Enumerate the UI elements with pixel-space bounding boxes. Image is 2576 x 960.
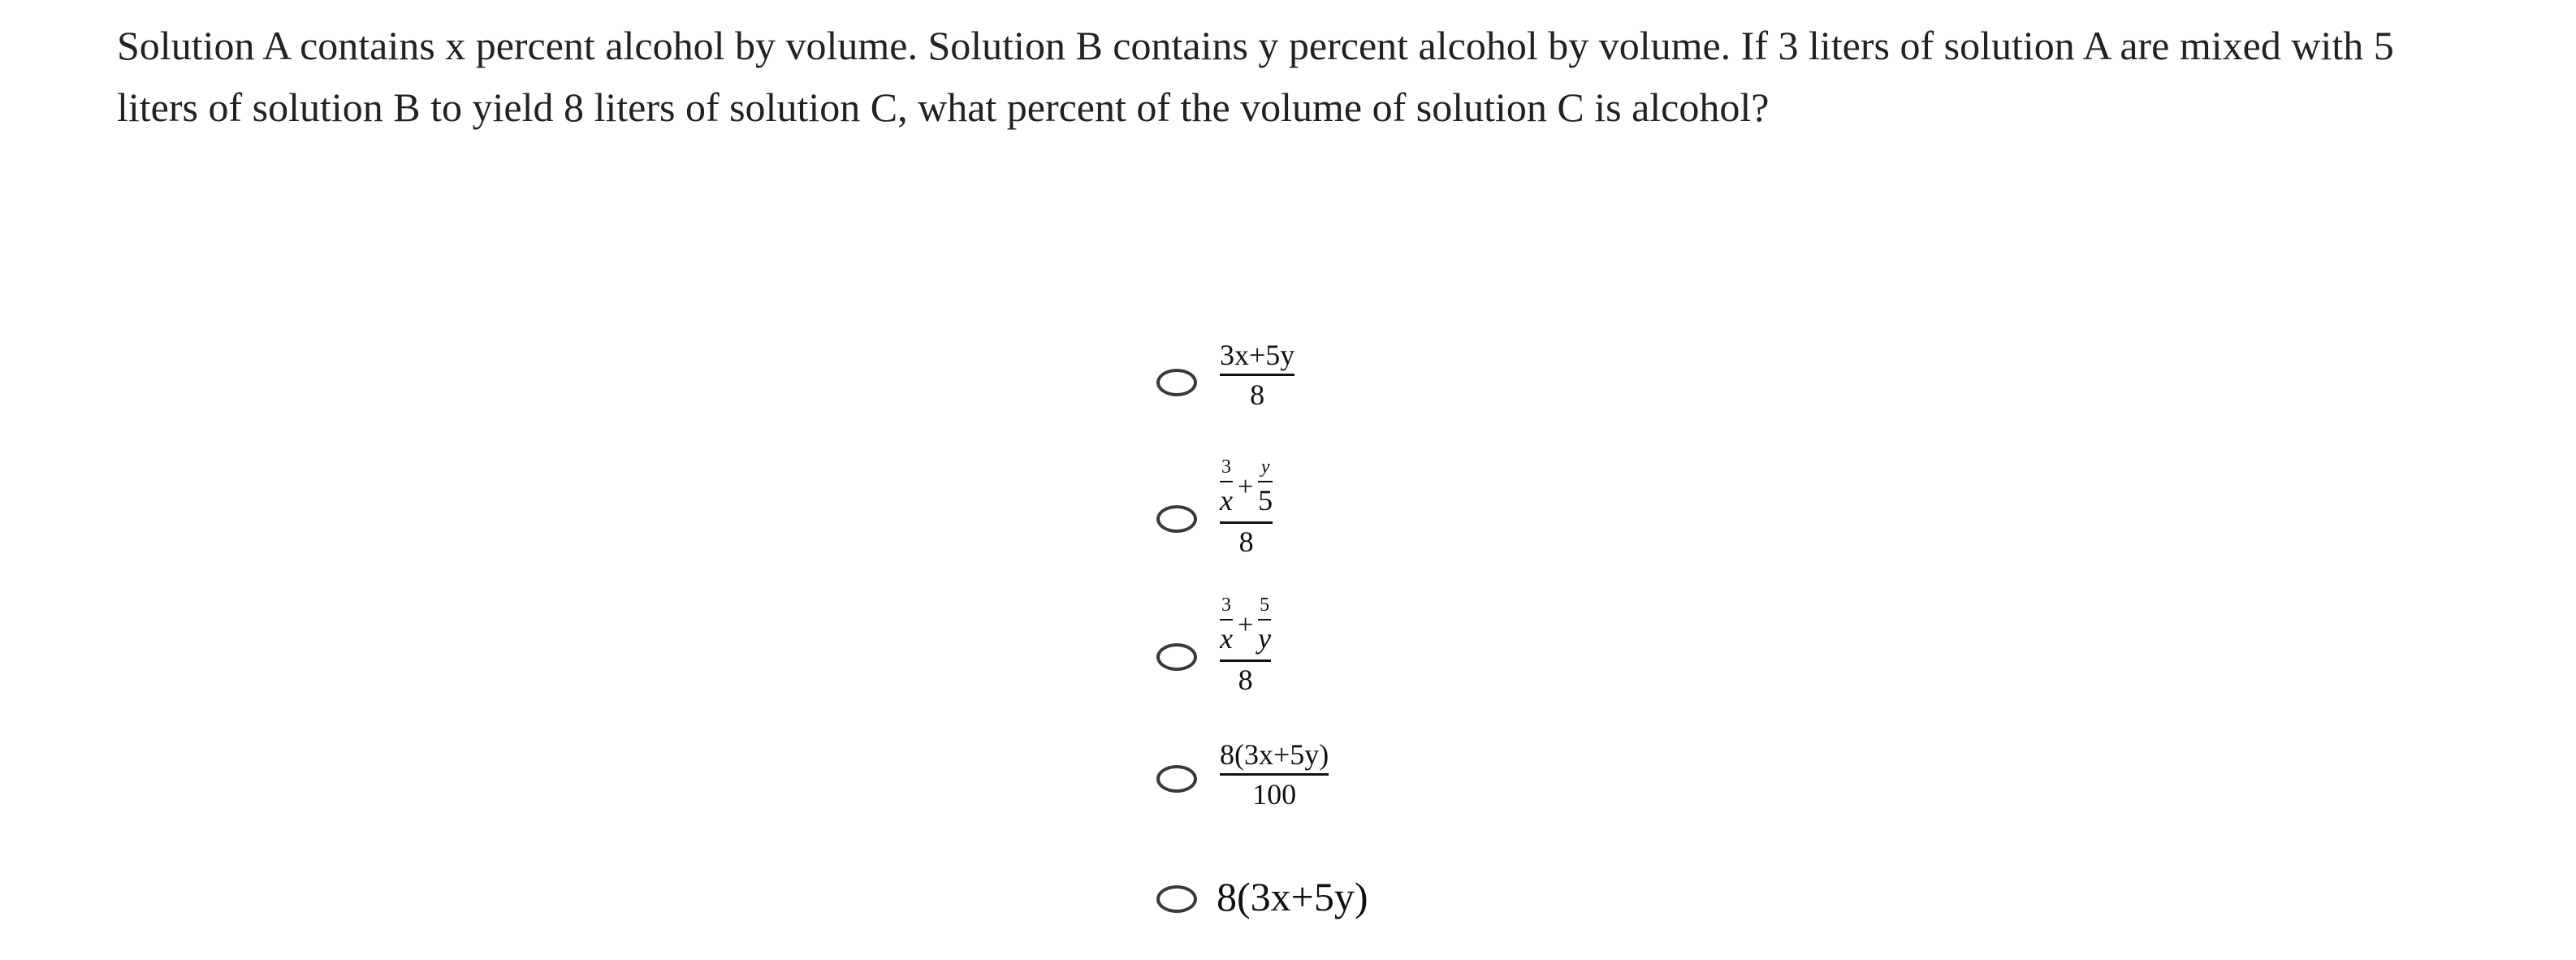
option-4-fraction [1220, 736, 1329, 813]
plus-operator: + [1237, 610, 1254, 640]
radio-button-5[interactable] [1156, 885, 1197, 913]
option-3-denominator: 8 [1238, 664, 1253, 696]
option-5-text: 8(3x+5y) [1217, 874, 1368, 919]
option-2-numerator [1220, 456, 1273, 521]
option-2-term2-denominator: 5 [1258, 484, 1273, 517]
question-text: Solution A contains x percent alcohol by volume. Solution B contains y percent alcohol by volume. If 3 liters of solution A are mixed with 5 liters of solution B to yield 8 liters of solution C, what percent of the volume of solution C is alcohol? [117, 23, 2394, 130]
option-3-term2-numerator: 5 [1260, 595, 1270, 616]
plus-operator: + [1237, 472, 1254, 502]
option-3-fraction [1220, 595, 1271, 698]
option-2-fraction [1220, 456, 1273, 560]
radio-button-2[interactable] [1156, 505, 1197, 533]
option-2-term1 [1220, 456, 1233, 518]
option-2-term2-numerator: y [1260, 456, 1270, 478]
option-2-denominator: 8 [1238, 525, 1254, 558]
option-1-denominator: 8 [1250, 378, 1265, 411]
option-4-numerator: 8(3x+5y) [1220, 738, 1329, 771]
option-4-denominator: 100 [1252, 778, 1297, 811]
radio-button-3[interactable] [1156, 643, 1197, 671]
option-3-term2-denominator: y [1258, 622, 1272, 655]
option-3-term1-numerator: 3 [1221, 595, 1231, 616]
option-2-term1-denominator: x [1220, 484, 1233, 517]
option-3-numerator [1220, 595, 1271, 659]
option-3-term1 [1220, 595, 1233, 656]
option-3-term2 [1258, 595, 1271, 656]
option-1-numerator: 3x+5y [1220, 339, 1295, 371]
option-2-term2 [1258, 456, 1273, 518]
option-3-term1-denominator: x [1220, 622, 1233, 655]
option-2-term1-numerator: 3 [1221, 456, 1231, 478]
radio-button-1[interactable] [1156, 369, 1197, 396]
option-1-fraction [1220, 336, 1294, 413]
radio-button-4[interactable] [1156, 765, 1197, 793]
